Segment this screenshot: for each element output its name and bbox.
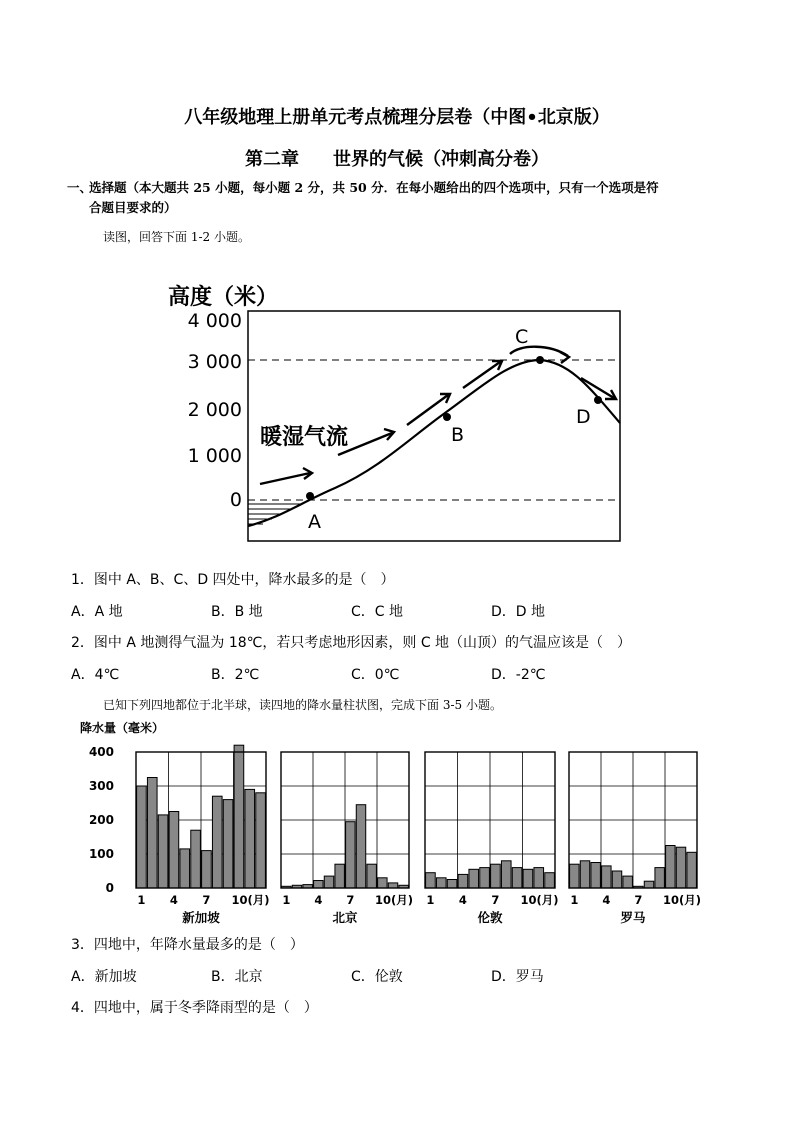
precip-chart-panel xyxy=(569,752,701,925)
section-heading-line2: 合题目要求的） xyxy=(89,200,177,215)
precip-ytick: 100 xyxy=(88,847,114,861)
precip-bar xyxy=(324,876,333,888)
label-b: B xyxy=(451,424,465,446)
precip-bar xyxy=(491,864,501,888)
precip-xtick: 4 xyxy=(314,893,323,907)
precip-bar xyxy=(570,864,579,888)
precipitation-charts xyxy=(78,718,724,928)
question-1-stem: 1．图中 A、B、C、D 四处中，降水最多的是（ ） xyxy=(71,572,395,588)
precip-bar xyxy=(687,852,696,888)
label-a: A xyxy=(308,511,321,533)
ytick-4000: 4 000 xyxy=(187,310,242,332)
figure-ylabel: 高度（米） xyxy=(168,285,279,310)
precip-xtick: 7 xyxy=(202,893,211,907)
ytick-3000: 3 000 xyxy=(187,351,242,373)
point-a-dot xyxy=(306,492,314,500)
precip-ytick: 0 xyxy=(105,881,114,895)
section-heading-line1: 选择题（本大题共 25 小题，每小题 2 分，共 50 分．在每小题给出的四个选项中，只有一个选项是符 xyxy=(89,180,659,195)
figure-yticks xyxy=(188,310,242,511)
precip-xtick: 10(月) xyxy=(663,893,702,907)
precip-bar xyxy=(480,868,490,888)
precip-xtick: 4 xyxy=(458,893,467,907)
precip-bar xyxy=(234,745,244,888)
precip-xtick: 1 xyxy=(137,893,146,907)
precip-bar xyxy=(512,868,522,888)
precip-bar xyxy=(545,873,555,888)
precip-bar xyxy=(335,864,344,888)
q3-option-c[interactable]: C．伦敦 xyxy=(351,969,403,985)
precip-chart-panel xyxy=(425,752,559,925)
precip-bar xyxy=(612,871,621,888)
ytick-2000: 2 000 xyxy=(187,399,242,421)
precip-bar xyxy=(458,874,468,888)
precip-chart-panel xyxy=(281,752,413,925)
label-c: C xyxy=(515,326,529,348)
precip-bar xyxy=(314,881,323,888)
label-d: D xyxy=(576,406,591,428)
terrain-profile-figure xyxy=(160,278,630,548)
precip-bar xyxy=(580,861,589,888)
precip-xtick: 1 xyxy=(426,893,435,907)
precip-xtick: 10(月) xyxy=(375,893,414,907)
q2-option-b[interactable]: B．2℃ xyxy=(211,667,260,683)
precip-chart-title: 北京 xyxy=(332,910,358,925)
precip-bar xyxy=(147,778,157,889)
precip-bar xyxy=(623,876,632,888)
precip-bar xyxy=(180,849,190,888)
subtitle-topic: 世界的气候（冲刺高分卷） xyxy=(333,149,549,170)
precip-bar xyxy=(666,846,675,889)
precip-bar xyxy=(223,800,233,888)
precip-bar xyxy=(169,812,179,889)
precip-ytick: 300 xyxy=(88,779,114,793)
precip-bar xyxy=(356,805,365,888)
precip-chart-panel xyxy=(136,745,270,925)
precip-bar xyxy=(256,793,266,888)
precip-bar xyxy=(676,847,685,888)
point-c-dot xyxy=(536,356,544,364)
doc-title: 八年级地理上册单元考点梳理分层卷（中图•北京版） xyxy=(184,107,610,128)
precip-bar xyxy=(191,830,201,888)
precip-bar xyxy=(137,786,147,888)
precip-bar xyxy=(501,861,511,888)
q1-option-a[interactable]: A．A 地 xyxy=(71,604,123,620)
q1-option-d[interactable]: D．D 地 xyxy=(491,604,546,620)
precip-bar xyxy=(158,815,168,888)
sea-hatch xyxy=(248,504,300,524)
point-d-dot xyxy=(594,396,602,404)
precip-bar xyxy=(523,869,533,888)
question-2-stem: 2．图中 A 地测得气温为 18℃，若只考虑地形因素，则 C 地（山顶）的气温应该是（ ） xyxy=(71,635,632,651)
precip-bar xyxy=(469,869,479,888)
subtitle-chapter: 第二章 xyxy=(245,149,299,170)
ytick-1000: 1 000 xyxy=(187,445,242,467)
precip-bar xyxy=(436,878,446,888)
precip-xtick: 7 xyxy=(634,893,643,907)
section-number: 一、 xyxy=(67,180,93,195)
q3-option-b[interactable]: B．北京 xyxy=(211,969,263,985)
precip-xtick: 10(月) xyxy=(520,893,559,907)
precip-bar xyxy=(388,883,397,888)
precip-bar xyxy=(346,822,355,888)
precip-xtick: 1 xyxy=(570,893,579,907)
precip-bar xyxy=(534,868,544,888)
precip-bar xyxy=(447,880,457,889)
precip-xtick: 10(月) xyxy=(231,893,270,907)
precip-bar xyxy=(367,864,376,888)
precip-bar xyxy=(245,789,255,888)
precip-bar xyxy=(202,851,212,888)
precip-xtick: 1 xyxy=(282,893,291,907)
point-b-dot xyxy=(443,413,451,421)
q1-option-c[interactable]: C．C 地 xyxy=(351,604,404,620)
precip-bar xyxy=(378,878,387,888)
precip-ylabel: 降水量（毫米） xyxy=(80,721,165,735)
q3-option-d[interactable]: D．罗马 xyxy=(491,969,544,985)
q2-option-a[interactable]: A．4℃ xyxy=(71,667,120,683)
precip-xtick: 4 xyxy=(169,893,178,907)
q2-option-c[interactable]: C．0℃ xyxy=(351,667,400,683)
ytick-0: 0 xyxy=(229,489,242,511)
precip-bar xyxy=(426,873,436,888)
precip-bar xyxy=(655,868,664,888)
q1-option-b[interactable]: B．B 地 xyxy=(211,604,263,620)
precip-bar xyxy=(212,796,222,888)
intro-q3-5: 已知下列四地都位于北半球，读四地的降水量柱状图，完成下面 3-5 小题。 xyxy=(103,698,502,712)
question-4-stem: 4．四地中，属于冬季降雨型的是（ ） xyxy=(71,1000,318,1016)
precip-chart-title: 伦敦 xyxy=(477,910,503,925)
precip-chart-title: 罗马 xyxy=(620,910,646,925)
precip-xtick: 7 xyxy=(346,893,355,907)
question-3-stem: 3．四地中，年降水量最多的是（ ） xyxy=(71,937,304,953)
q2-option-d[interactable]: D．-2℃ xyxy=(491,667,546,683)
q3-option-a[interactable]: A．新加坡 xyxy=(71,969,137,985)
airflow-label: 暖湿气流 xyxy=(260,425,349,450)
precip-xtick: 4 xyxy=(602,893,611,907)
precip-xtick: 7 xyxy=(491,893,500,907)
precip-ytick: 200 xyxy=(88,813,114,827)
precip-bar xyxy=(602,866,611,888)
precip-bar xyxy=(644,881,653,888)
precip-bar xyxy=(591,863,600,889)
intro-q1-2: 读图，回答下面 1-2 小题。 xyxy=(103,230,250,244)
precip-chart-title: 新加坡 xyxy=(182,910,220,925)
doc-subtitle xyxy=(0,145,794,171)
precip-ytick: 400 xyxy=(88,745,114,759)
